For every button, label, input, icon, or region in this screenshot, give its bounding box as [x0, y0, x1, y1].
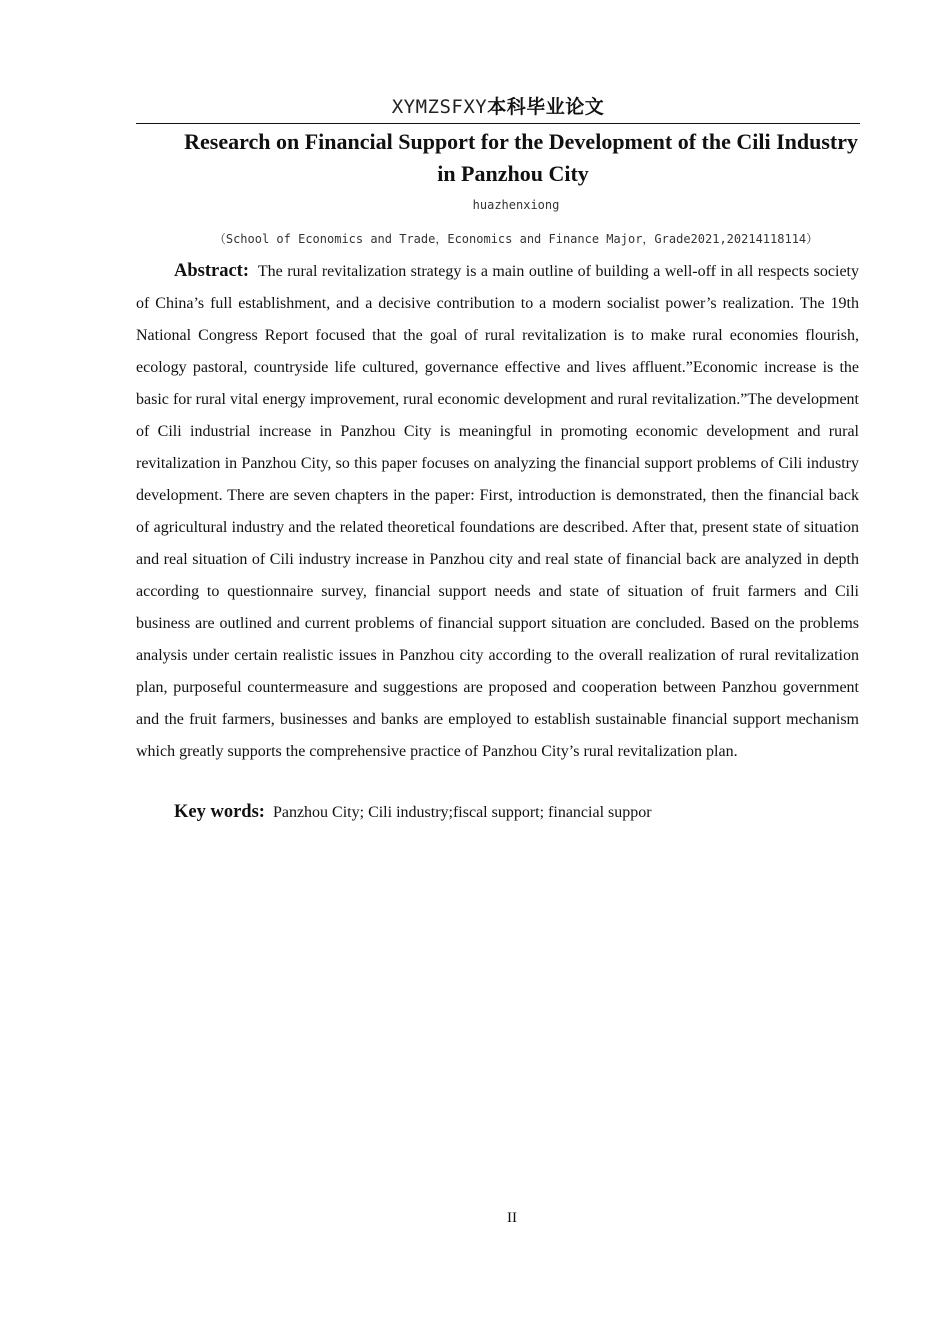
abstract-paragraph — [136, 255, 859, 768]
author-affiliation: （School of Economics and Trade，Economics and Finance Major，Grade2021,20214118114） — [213, 232, 819, 246]
abstract-text: The rural revitalization strategy is a main outline of building a well-off in all respects society of China’s full establishment, and a decisive contribution to a modern socialist power’s realization. The 19th National Congress Report focused that the goal of rural revitalization is to make rural economies flourish, ecology pastoral, countryside life cultured, governance effective and lives affluent.”Economic increase is the basic for rural vital energy improvement, rural economic development and rural revitalization.”The development of Cili industrial increase in Panzhou City is meaningful in promoting economic development and rural revitalization in Panzhou City, so this paper focuses on analyzing the financial support problems of Cili industry development. There are seven chapters in the paper: First, introduction is demonstrated, then the financial back of agricultural industry and the related theoretical foundations are described. After that, present state of situation and real situation of Cili industry increase in Panzhou city and real state of financial back are analyzed in depth according to questionnaire survey, financial support needs and state of situation of fruit farmers and Cili business are outlined and current problems of financial support situation are concluded. Based on the problems analysis under certain realistic issues in Panzhou city according to the overall realization of rural revitalization plan, purposeful countermeasure and suggestions are proposed and cooperation between Panzhou government and the fruit farmers, businesses and banks are employed to establish sustainable financial support mechanism which greatly supports the comprehensive practice of Panzhou City’s rural revitalization plan. — [136, 263, 860, 760]
page-number: II — [507, 1210, 517, 1226]
title-line-1: Research on Financial Support for the Development of the Cili Industry — [184, 129, 858, 154]
header-school-code: XYMZSFXY — [391, 96, 488, 118]
title-line-2: in Panzhou City — [437, 161, 589, 186]
keywords-paragraph — [136, 797, 859, 828]
keywords-text: Panzhou City; Cili industry;fiscal support; financial suppor — [272, 804, 652, 821]
keywords-label: Key words: — [174, 802, 265, 822]
header-thesis-label: 本科毕业论文 — [487, 96, 605, 118]
header-divider — [136, 123, 860, 124]
author-name: huazhenxiong — [472, 198, 560, 212]
paper-title — [136, 126, 860, 190]
abstract-label: Abstract: — [174, 261, 250, 281]
running-header — [136, 92, 860, 121]
